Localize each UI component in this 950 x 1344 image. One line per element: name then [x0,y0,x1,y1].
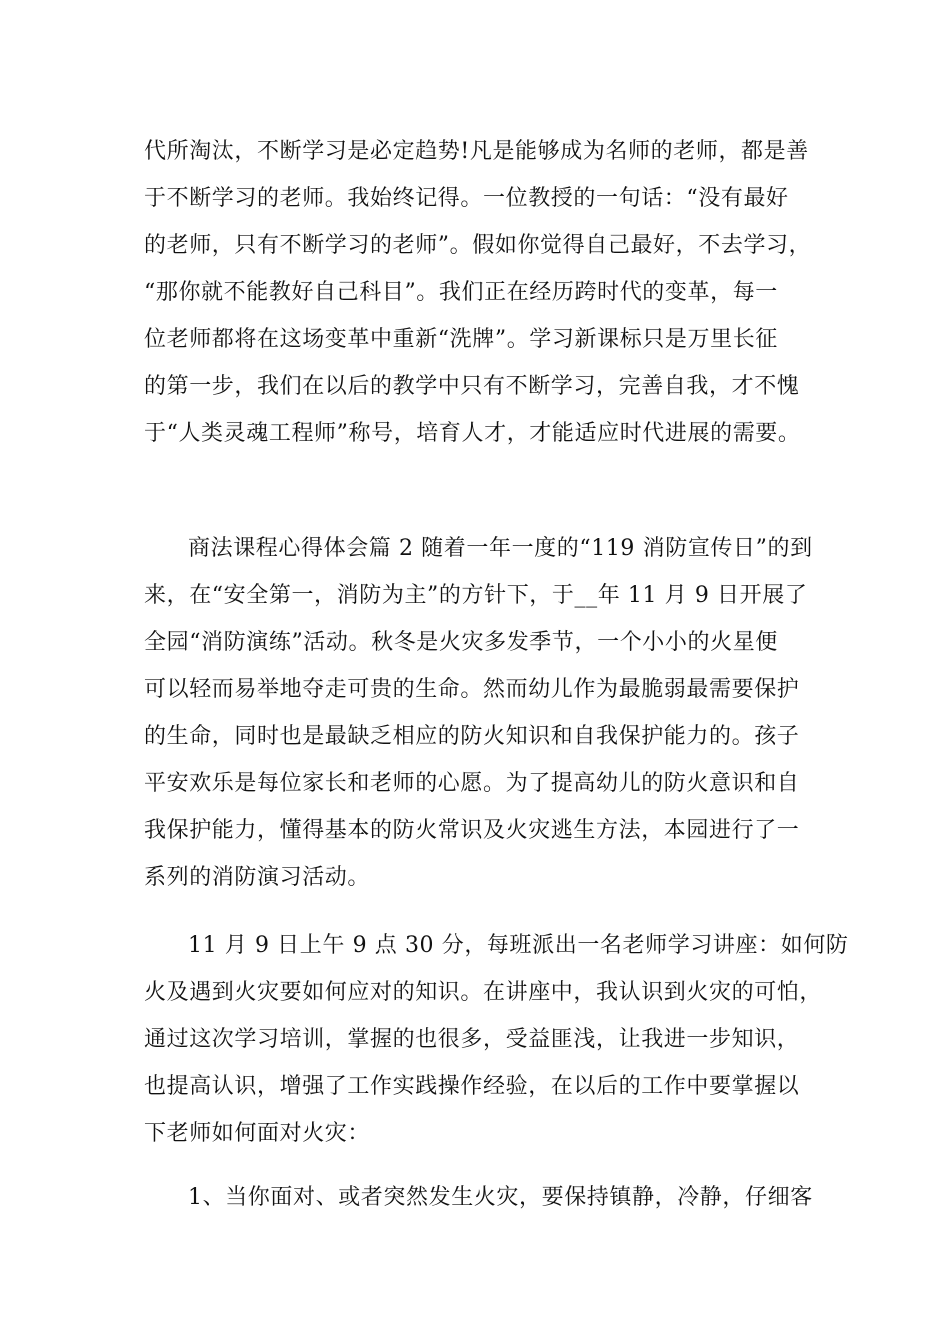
paragraph-2-line-7: 我保护能力，懂得基本的防火常识及火灾逃生方法，本园进行了一 [144,818,800,843]
paragraph-3-line-4: 也提高认识，增强了工作实践操作经验，在以后的工作中要掌握以 [144,1074,800,1099]
paragraph-1-line-4: “那你就不能教好自己科目”。我们正在经历跨时代的变革，每一 [144,280,778,305]
paragraph-3-line-2: 火及遇到火灾要如何应对的知识。在讲座中，我认识到火灾的可怕， [144,980,823,1005]
paragraph-1-line-6: 的第一步，我们在以后的教学中只有不断学习，完善自我，才不愧 [144,374,800,399]
paragraph-2-line-6: 平安欢乐是每位家长和老师的心愿。为了提高幼儿的防火意识和自 [144,771,800,796]
paragraph-1-line-5: 位老师都将在这场变革中重新“洗牌”。学习新课标只是万里长征 [144,327,778,352]
paragraph-3-line-3: 通过这次学习培训，掌握的也很多，受益匪浅，让我进一步知识， [144,1027,800,1052]
paragraph-2-line-3: 全园“消防演练”活动。秋冬是火灾多发季节，一个小小的火星便 [144,630,778,655]
paragraph-2-line-5: 的生命，同时也是最缺乏相应的防火知识和自我保护能力的。孩子 [144,724,800,749]
paragraph-1-line-1: 代所淘汰，不断学习是必定趋势!凡是能够成为名师的老师，都是善 [144,139,809,164]
paragraph-1-line-2: 于不断学习的老师。我始终记得。一位教授的一句话：“没有最好 [144,186,789,211]
paragraph-2-line-2: 来，在“安全第一，消防为主”的方针下，于__年 11 月 9 日开展了 [144,583,808,608]
paragraph-3-line-1: 11 月 9 日上午 9 点 30 分，每班派出一名老师学习讲座：如何防 [188,933,849,958]
paragraph-1-line-3: 的老师，只有不断学习的老师”。假如你觉得自己最好，不去学习， [144,233,812,258]
paragraph-3-line-5: 下老师如何面对火灾： [144,1121,371,1146]
paragraph-4-line-1: 1、当你面对、或者突然发生火灾，要保持镇静，冷静，仔细客 [188,1185,813,1210]
paragraph-1-line-7: 于“人类灵魂工程师”称号，培育人才，才能适应时代进展的需要。 [144,421,801,446]
paragraph-2-line-4: 可以轻而易举地夺走可贵的生命。然而幼儿作为最脆弱最需要保护 [144,677,800,702]
paragraph-2-line-1: 商法课程心得体会篇 2 随着一年一度的“119 消防宣传日”的到 [188,536,813,561]
paragraph-2-line-8: 系列的消防演习活动。 [144,865,371,890]
